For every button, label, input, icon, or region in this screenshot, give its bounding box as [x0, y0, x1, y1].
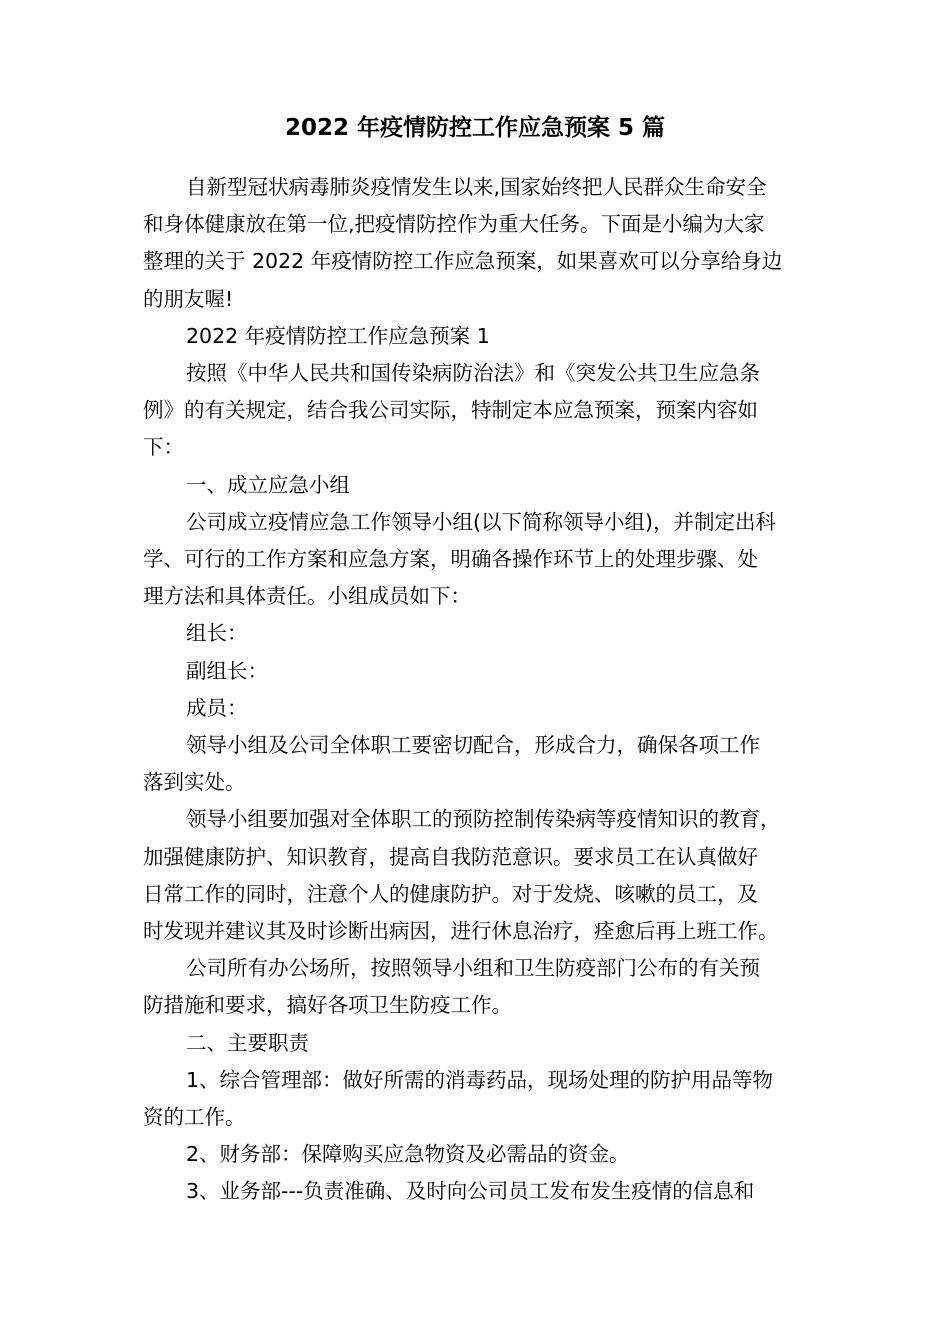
text-line: 2、财务部：保障购买应急物资及必需品的资金。	[186, 1142, 630, 1167]
text-line: 资的工作。	[143, 1105, 246, 1130]
text-line: 二、主要职责	[186, 1030, 309, 1055]
text-line: 领导小组要加强对全体职工的预防控制传染病等疫情知识的教育，	[186, 807, 781, 832]
text-line: 成员：	[186, 695, 248, 720]
document-title: 2022 年疫情防控工作应急预案 5 篇	[284, 115, 666, 141]
text-line: 落到实处。	[143, 770, 246, 795]
text-line: 自新型冠状病毒肺炎疫情发生以来,国家始终把人民群众生命安全	[186, 175, 767, 199]
text-line: 下：	[143, 435, 184, 460]
text-line: 公司所有办公场所，按照领导小组和卫生防疫部门公布的有关预	[186, 956, 760, 981]
text-line: 1、综合管理部：做好所需的消毒药品，现场处理的防护用品等物	[186, 1067, 774, 1092]
text-line: 公司成立疫情应急工作领导小组(以下简称领导小组)，并制定出科	[186, 509, 776, 534]
text-line: 学、可行的工作方案和应急方案，明确各操作环节上的处理步骤、处	[143, 547, 758, 572]
text-line: 防措施和要求，搞好各项卫生防疫工作。	[143, 993, 512, 1018]
text-line: 整理的关于 2022 年疫情防控工作应急预案，如果喜欢可以分享给身边	[143, 249, 783, 274]
document-body	[143, 169, 815, 1211]
text-line: 例》的有关规定，结合我公司实际，特制定本应急预案，预案内容如	[143, 398, 758, 423]
text-line: 领导小组及公司全体职工要密切配合，形成合力，确保各项工作	[186, 733, 760, 758]
text-line: 3、业务部---负责准确、及时向公司员工发布发生疫情的信息和	[186, 1179, 755, 1204]
text-line: 和身体健康放在第一位,把疫情防控作为重大任务。下面是小编为大家	[143, 212, 765, 237]
text-line: 一、成立应急小组	[186, 472, 350, 497]
text-line: 时发现并建议其及时诊断出病因，进行休息治疗，痊愈后再上班工作。	[143, 919, 779, 944]
text-line: 副组长：	[186, 658, 268, 683]
text-line: 2022 年疫情防控工作应急预案 1	[186, 323, 490, 348]
text-line: 组长：	[186, 621, 248, 646]
text-line: 理方法和具体责任。小组成员如下：	[143, 584, 471, 609]
text-line: 日常工作的同时，注意个人的健康防护。对于发烧、咳嗽的员工，及	[143, 881, 758, 906]
text-line: 的朋友喔!	[143, 286, 234, 311]
text-line: 加强健康防护、知识教育，提高自我防范意识。要求员工在认真做好	[143, 844, 758, 869]
text-line: 按照《中华人民共和国传染病防治法》和《突发公共卫生应急条	[186, 361, 760, 386]
